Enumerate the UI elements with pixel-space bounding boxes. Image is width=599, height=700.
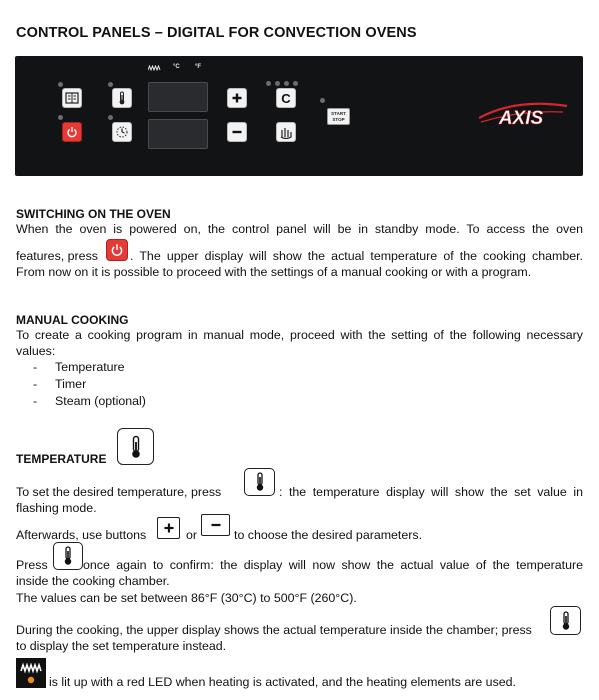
led-indicator xyxy=(58,115,63,120)
led-indicator xyxy=(293,81,298,86)
plus-icon xyxy=(231,92,243,104)
plus-button[interactable] xyxy=(227,88,247,108)
temp-p5a: During the cooking, the upper display shows the actual temperature inside the chamber; press xyxy=(16,623,532,637)
clear-button[interactable]: C xyxy=(276,88,296,108)
switching-line-2b: . The upper display will show the actual temperature of the cooking chamber. xyxy=(130,249,583,263)
upper-display xyxy=(148,82,208,112)
control-panel xyxy=(15,56,583,176)
timer-button[interactable] xyxy=(112,122,132,142)
switching-line-2a: features, press xyxy=(16,249,98,263)
thermometer-icon xyxy=(129,435,143,459)
section-heading-temperature: TEMPERATURE xyxy=(16,452,107,466)
led-indicator xyxy=(58,82,63,87)
heating-wave-icon xyxy=(16,658,46,688)
steam-icon xyxy=(279,125,293,139)
temp-p2c: to choose the desired parameters. xyxy=(234,528,423,542)
temp-p1a: To set the desired temperature, press xyxy=(16,485,222,499)
inline-power-icon xyxy=(106,239,128,261)
temp-p3a: Press xyxy=(16,558,48,572)
heating-wave-icon xyxy=(148,65,161,71)
temp-p1c: flashing mode. xyxy=(16,501,97,515)
book-icon xyxy=(65,92,79,104)
power-icon xyxy=(66,126,78,138)
heading-thermometer-box xyxy=(117,428,154,465)
celsius-indicator: °C xyxy=(173,64,180,70)
minus-icon xyxy=(231,126,243,138)
temp-p1b: : the temperature display will show the set value in xyxy=(279,485,583,499)
temperature-button[interactable] xyxy=(112,88,132,108)
stop-label: STOP xyxy=(332,117,345,122)
timer-icon xyxy=(115,125,129,139)
inline-thermometer-icon xyxy=(53,542,83,570)
temp-p6: is lit up with a red LED when heating is activated, and the heating elements are used. xyxy=(49,675,516,689)
list-item: Timer xyxy=(55,377,87,391)
inline-minus-icon xyxy=(201,514,230,536)
logo-text: AXIS xyxy=(498,108,544,129)
led-indicator xyxy=(108,115,113,120)
heating-led xyxy=(28,677,34,683)
temp-p2a: Afterwards, use buttons xyxy=(16,528,147,542)
inline-plus-icon xyxy=(157,517,180,539)
thermometer-icon xyxy=(254,472,266,492)
led-indicator xyxy=(108,82,113,87)
list-bullet: - xyxy=(33,360,38,374)
led-indicator xyxy=(266,81,271,86)
temp-p5b: to display the set temperature instead. xyxy=(16,639,227,653)
power-button[interactable] xyxy=(62,122,82,142)
thermometer-icon xyxy=(62,546,74,566)
program-book-button[interactable] xyxy=(62,88,82,108)
manual-line-2: values: xyxy=(16,344,56,358)
list-item: Steam (optional) xyxy=(55,394,146,408)
list-item: Temperature xyxy=(55,360,125,374)
plus-icon xyxy=(163,522,175,534)
section-heading-switching: SWITCHING ON THE OVEN xyxy=(16,207,171,221)
led-indicator xyxy=(320,98,325,103)
led-indicator xyxy=(284,81,289,86)
lower-display xyxy=(148,119,208,149)
switching-line-1: When the oven is powered on, the control panel will be in standby mode. To access the oven xyxy=(16,222,583,236)
section-heading-manual: MANUAL COOKING xyxy=(16,313,129,327)
list-bullet: - xyxy=(33,394,38,408)
heating-indicator-box xyxy=(16,658,46,688)
temp-p3c: inside the cooking chamber. xyxy=(16,574,170,588)
start-label: START xyxy=(331,111,346,116)
list-bullet: - xyxy=(33,377,38,391)
manual-line-1: To create a cooking program in manual mode, proceed with the setting of the following necessary xyxy=(16,328,583,342)
page-title: CONTROL PANELS – DIGITAL FOR CONVECTION OVENS xyxy=(16,25,417,41)
power-icon xyxy=(110,243,124,257)
start-stop-button[interactable] xyxy=(327,108,350,125)
inline-thermometer-icon xyxy=(244,468,275,496)
thermometer-icon xyxy=(118,91,126,105)
fahrenheit-indicator: °F xyxy=(195,64,202,70)
temp-p4: The values can be set between 86°F (30°C) to 500°F (260°C). xyxy=(16,591,357,605)
thermometer-icon xyxy=(560,611,572,631)
steam-button[interactable] xyxy=(276,122,296,142)
switching-line-3: From now on it is possible to proceed with the settings of a manual cooking or with a program. xyxy=(16,265,532,279)
led-indicator xyxy=(275,81,280,86)
minus-icon xyxy=(210,519,222,531)
minus-button[interactable] xyxy=(227,122,247,142)
temp-p2b: or xyxy=(186,528,198,542)
temp-p3b: once again to confirm: the display will now show the actual value of the temperature xyxy=(83,558,583,572)
axis-logo xyxy=(471,94,571,134)
inline-thermometer-icon xyxy=(550,606,581,635)
